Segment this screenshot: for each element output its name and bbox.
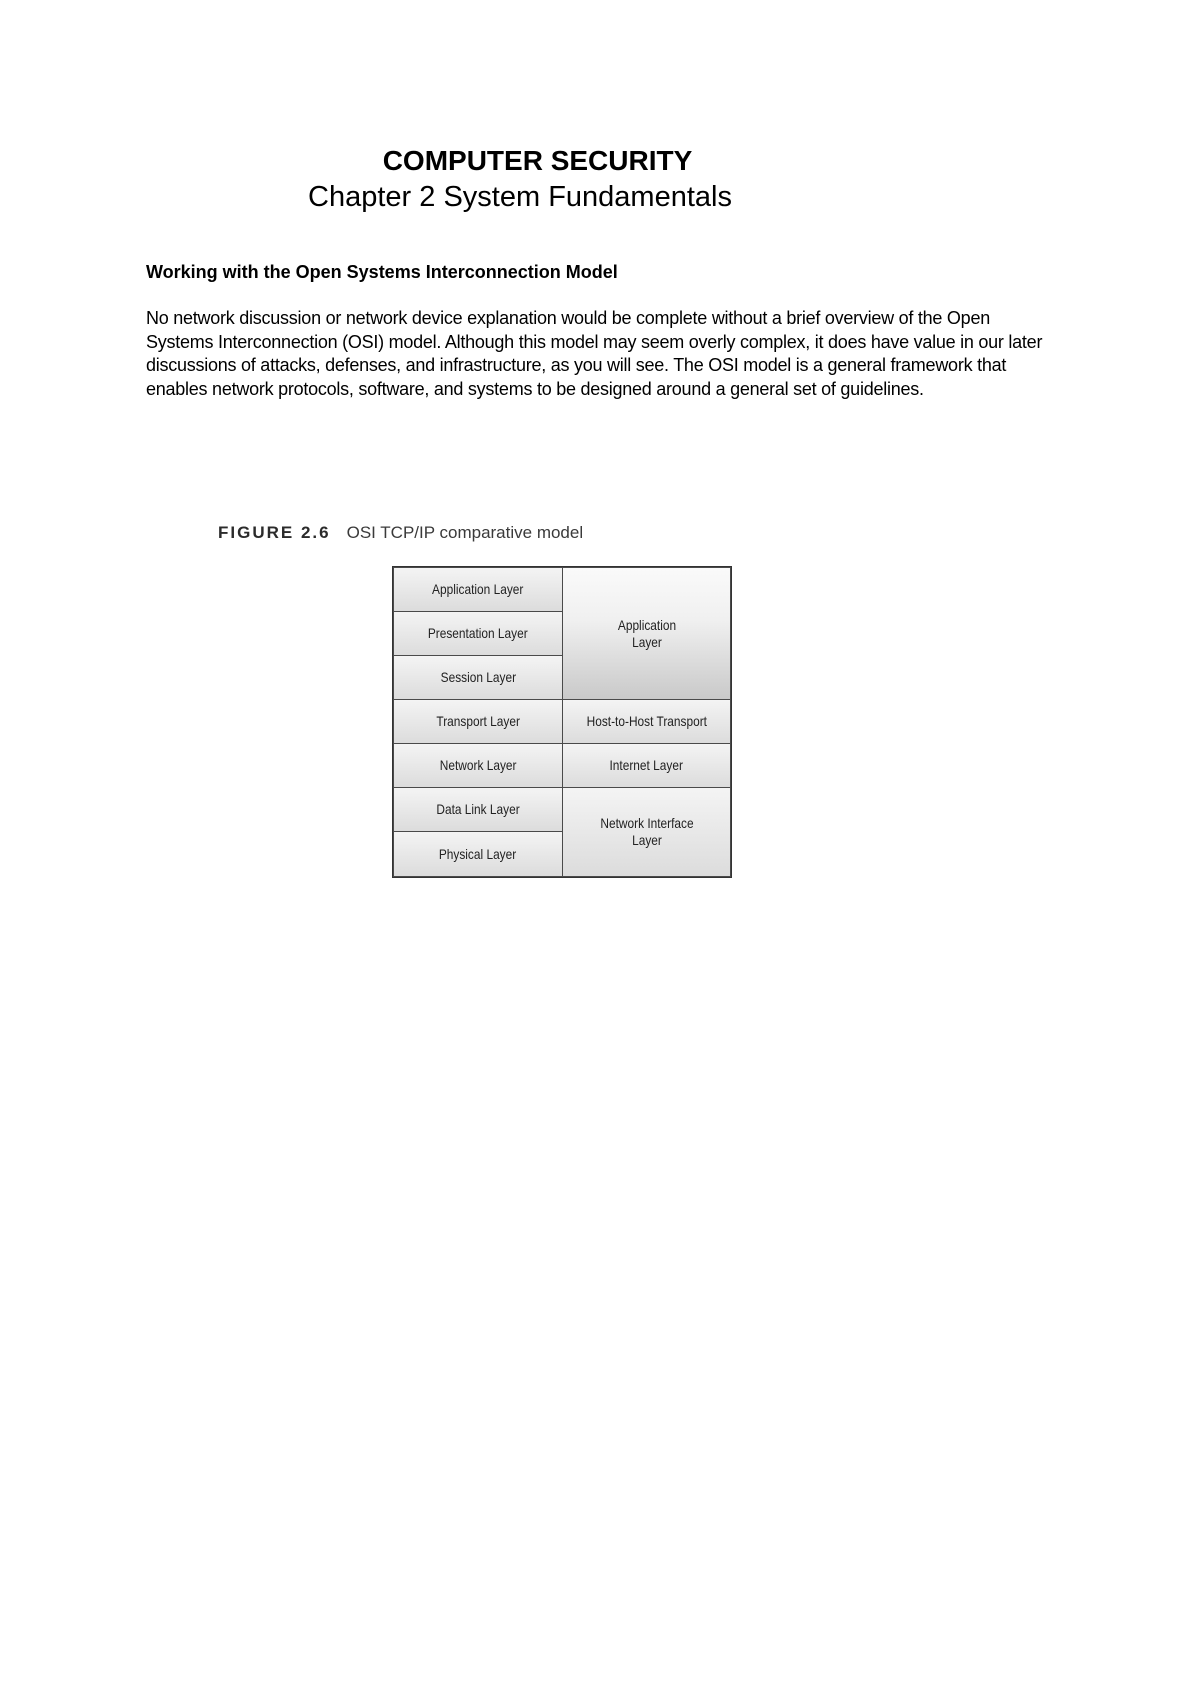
tcpip-host-to-host-transport: Host-to-Host Transport [562, 699, 731, 744]
document-subtitle: Chapter 2 System Fundamentals [308, 181, 732, 213]
osi-application-layer: Application Layer [393, 567, 563, 612]
tcpip-application-layer: Application Layer [562, 567, 731, 700]
osi-session-layer: Session Layer [393, 655, 563, 700]
osi-network-layer: Network Layer [393, 743, 563, 788]
osi-tcpip-diagram [392, 566, 732, 878]
section-heading: Working with the Open Systems Interconnection Model [146, 262, 618, 282]
body-paragraph: No network discussion or network device explanation would be complete without a brief overview of the Open Systems Interconnection (OSI) model. Although this model may seem overly complex, it does have value in our later discussions of attacks, defenses, and infrastructure, as you will see. The OSI model is a general framework that enables network protocols, software, and systems to be designed around a general set of guidelines. [146, 308, 1043, 399]
osi-transport-layer: Transport Layer [393, 699, 563, 744]
osi-physical-layer: Physical Layer [393, 831, 563, 877]
figure-label: FIGURE 2.6 [218, 523, 331, 542]
figure-caption-text: OSI TCP/IP comparative model [346, 523, 584, 542]
tcpip-network-interface-layer: Network Interface Layer [562, 787, 731, 877]
tcpip-internet-layer: Internet Layer [562, 743, 731, 788]
osi-data-link-layer: Data Link Layer [393, 787, 563, 832]
osi-presentation-layer: Presentation Layer [393, 611, 563, 656]
figure-caption [218, 522, 583, 544]
document-title: COMPUTER SECURITY [382, 145, 693, 176]
